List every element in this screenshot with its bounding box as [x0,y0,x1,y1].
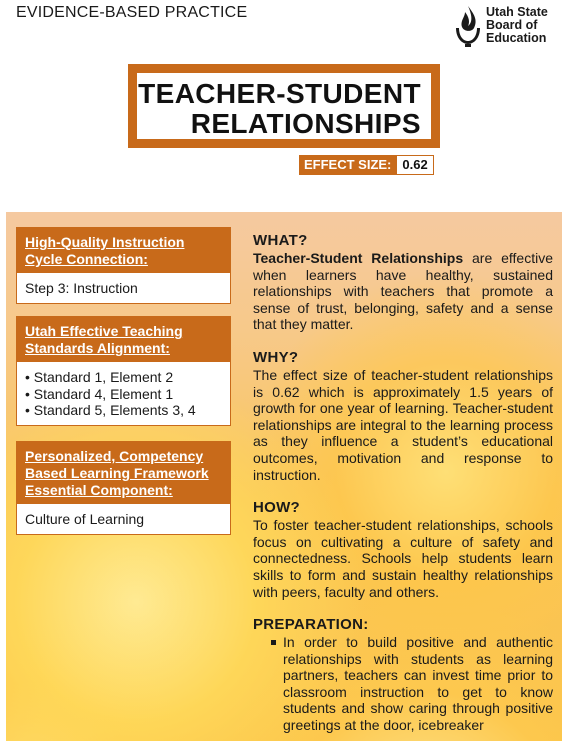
standards-list [25,369,222,419]
list-item: In order to build positive and authentic relationships with students as learning partners, teachers can invest time prior to classroom instruction to get to know students and show caring through positive greetings at the door, icebreaker [283,634,553,734]
section-text [253,250,553,333]
card-body: Step 3: Instruction [25,280,138,296]
card-header-line: Based Learning Framework [25,465,209,481]
usbe-logo [452,4,556,50]
list-item: • Standard 5, Elements 3, 4 [25,402,222,419]
list-item: • Standard 4, Element 1 [25,386,222,403]
page-title [137,73,431,139]
card-body [17,362,230,425]
why-section [253,349,553,483]
main-column [253,232,553,741]
page-kicker: EVIDENCE-BASED PRACTICE [16,4,248,21]
section-heading: WHAT? [253,232,308,249]
logo-line-1: Utah State [486,5,548,19]
section-heading: WHY? [253,348,299,366]
what-section [253,232,553,333]
card-header-line: High-Quality Instruction [25,234,185,250]
what-lead: Teacher-Student Relationships [253,250,464,266]
title-frame [128,64,440,148]
effect-size-value: 0.62 [396,155,433,175]
section-text: To foster teacher-student relationships, schools focus on cultivating a culture of safety and connectedness. Schools help students learn skills to form and sustain healthy relationships with peers, faculty and others. [253,517,553,600]
teaching-standards-card [16,316,231,426]
logo-line-2: Board of [486,18,538,32]
card-header [17,442,230,504]
how-section [253,499,553,600]
logo-wordmark [486,6,548,45]
card-header [17,317,230,362]
card-header-line: Utah Effective Teaching [25,323,183,339]
section-heading: HOW? [253,499,301,517]
flame-torch-icon [452,4,484,48]
effect-size-label: EFFECT SIZE: [299,155,396,175]
section-text: The effect size of teacher-student relationships is 0.62 which is approximately 1.5 years of growth for one year of learning. Teacher-student relationships are integral to the learning process as they influence a student’s educational outcomes, motivation and response to instruction. [253,366,553,483]
instruction-cycle-card [16,227,231,304]
effect-size-badge [299,155,434,175]
title-line-2: RELATIONSHIPS [190,108,421,139]
card-header-line: Cycle Connection: [25,251,148,267]
pcbl-framework-card [16,441,231,535]
list-item: • Standard 1, Element 2 [25,369,222,386]
card-body: Culture of Learning [25,511,145,527]
card-header-line: Personalized, Competency [25,448,204,464]
section-heading: PREPARATION: [253,616,369,634]
card-header-line: Essential Component: [25,482,173,498]
title-line-1: TEACHER-STUDENT [138,78,421,109]
content-panel [6,212,562,741]
logo-line-3: Education [486,31,547,45]
what-text: are effective when learners have healthy, sustained relationships with teachers that promote a sense of trust, belonging, safety and a sense that they matter. [253,250,553,333]
preparation-section [253,616,553,734]
preparation-list [253,634,553,734]
card-header-line: Standards Alignment: [25,340,170,356]
card-header [17,228,230,273]
